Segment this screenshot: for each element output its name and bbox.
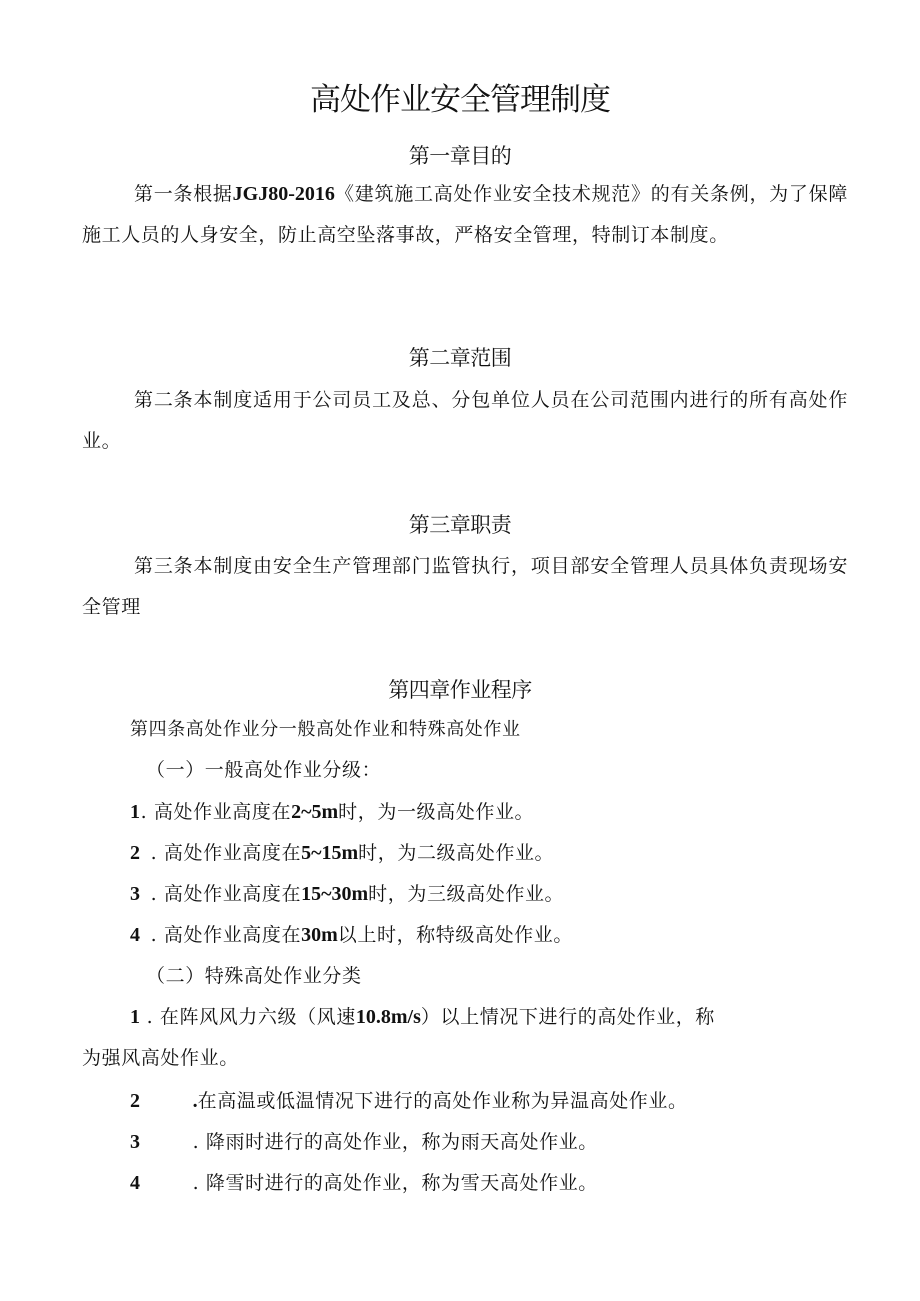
article-3: 第三条本制度由安全生产管理部门监管执行，项目部安全管理人员具体负责现场安全管理 (82, 555, 848, 618)
special-item-1-continuation: 为强风高处作业。 (82, 1047, 239, 1069)
item-number: 3 (130, 1131, 141, 1153)
chapter-4-heading: 第四章作业程序 (388, 678, 532, 702)
article-1-standard-code: JGJ80-2016 (232, 183, 335, 205)
special-category-heading: （二）特殊高处作业分类 (146, 965, 362, 987)
general-item-3: 3 . 高处作业高度在15~30m时，为三级高处作业。 (130, 883, 565, 905)
general-item-4: 4 . 高处作业高度在30m以上时，称特级高处作业。 (130, 924, 573, 946)
article-1 (82, 174, 848, 256)
special-item-2: 2 .在高温或低温情况下进行的高处作业称为异温高处作业。 (130, 1090, 688, 1112)
item-number: 4 (130, 1172, 141, 1194)
item-number: 4 (130, 924, 141, 946)
item-number: 2 (130, 842, 141, 864)
chapter-3-heading: 第三章职责 (408, 513, 512, 537)
general-item-2: 2 . 高处作业高度在5~15m时，为二级高处作业。 (130, 842, 555, 864)
article-2: 第二条本制度适用于公司员工及总、分包单位人员在公司范围内进行的所有高处作业。 (82, 389, 848, 452)
item-number: 2 (130, 1090, 141, 1112)
article-1-body: 《建筑施工高处作业安全技术规范》的有关条例，为了保障施工人员的人身安全，防止高空坠落事故，严格安全管理，特制订本制度。 (82, 183, 848, 246)
chapter-1-heading: 第一章目的 (408, 144, 512, 168)
special-item-4: 4 . 降雪时进行的高处作业，称为雪天高处作业。 (130, 1172, 598, 1194)
chapter-2-heading: 第二章范围 (408, 346, 512, 370)
special-item-1: 1 . 在阵风风力六级（风速10.8m/s）以上情况下进行的高处作业，称 (130, 1006, 715, 1028)
item-number: 1 (130, 1006, 141, 1028)
general-category-heading: （一）一般高处作业分级： (146, 759, 382, 781)
special-item-3: 3 . 降雨时进行的高处作业，称为雨天高处作业。 (130, 1131, 598, 1153)
general-item-1: 1. 高处作业高度在2~5m时，为一级高处作业。 (130, 801, 535, 823)
document-title: 高处作业安全管理制度 (310, 82, 610, 118)
item-number: 1 (130, 801, 141, 823)
item-number: 3 (130, 883, 141, 905)
article-1-lead: 第一条根据 (134, 183, 233, 205)
article-4: 第四条高处作业分一般高处作业和特殊高处作业 (130, 719, 521, 740)
